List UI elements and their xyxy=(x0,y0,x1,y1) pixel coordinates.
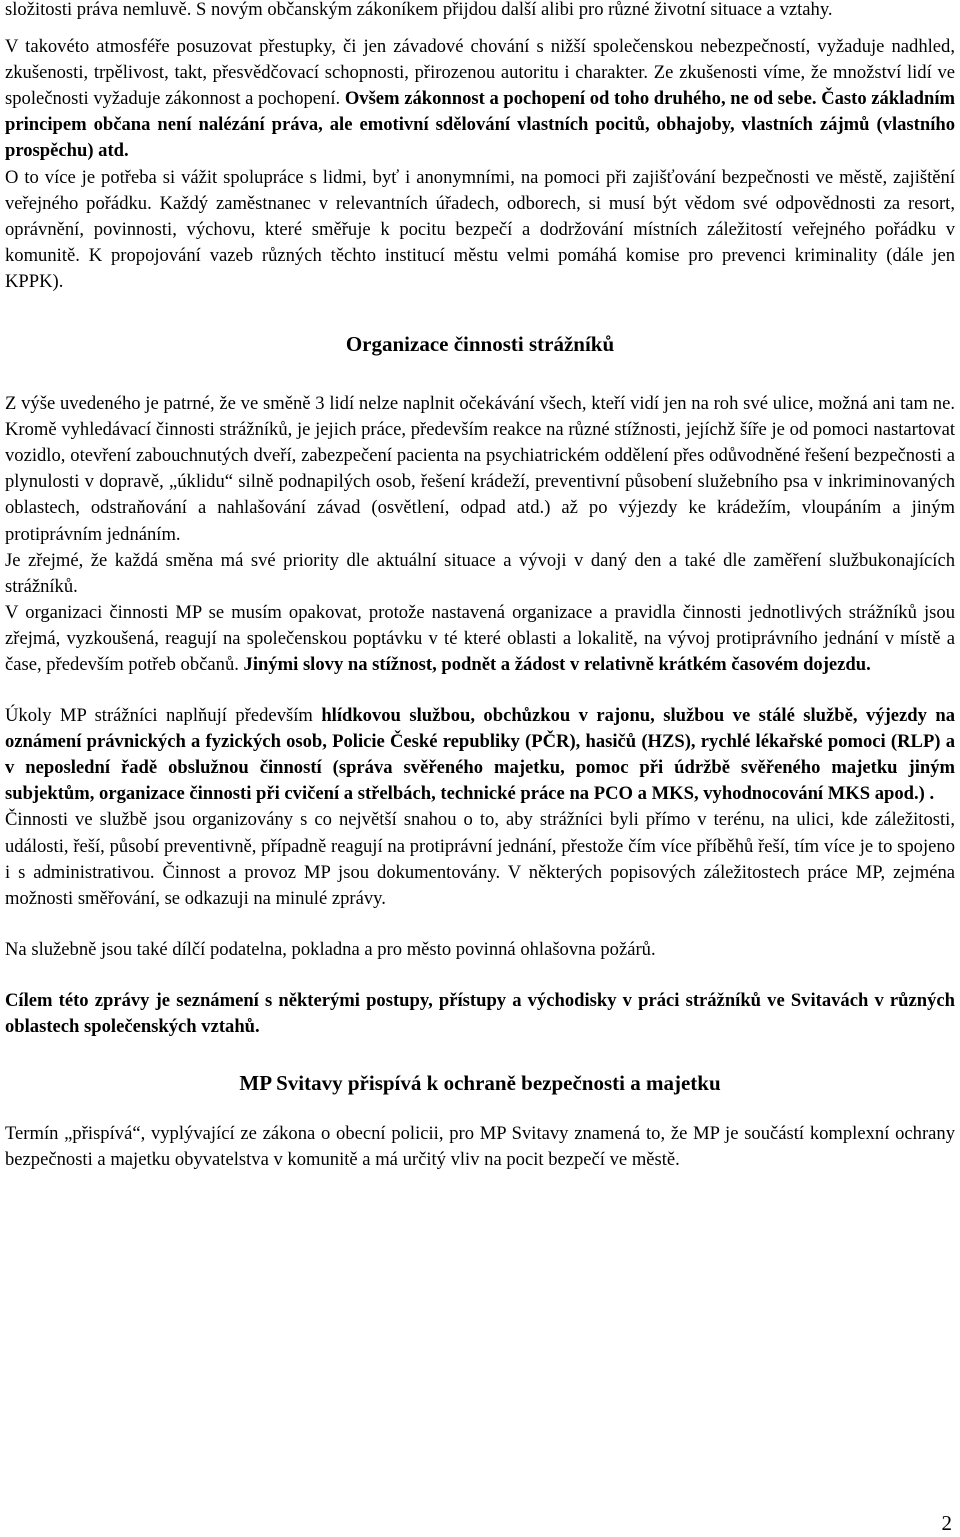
paragraph-text: Činnosti ve službě jsou organizovány s co největší snahou o to, aby strážníci byli přímo v terénu, na ulici, kde záležitosti, události, řeší, působí preventivně, případně reagují na protiprávní jednání, přestože čím více příběhů řeší, tím více je to spojeno i s administrativou. Činnost a provoz MP jsou dokumentovány. V některých popisových záležitostech práce MP, zejména možnosti směřování, se odkazuji na minulé zprávy. xyxy=(5,809,955,909)
paragraph-text: Termín „přispívá“, vyplývající ze zákona o obecní policii, pro MP Svitavy znamená to, že MP je součástí komplexní ochrany bezpečnosti a majetku obyvatelstva v komunitě a má určitý vliv na pocit bezpečí ve městě. xyxy=(5,1123,955,1171)
paragraph-atmosphere xyxy=(5,34,955,164)
paragraph-organization-overview xyxy=(5,391,955,548)
paragraph-report-goal xyxy=(5,988,955,1040)
paragraph-text: O to více je potřeba si vážit spolupráce s lidmi, byť i anonymními, na pomoci při zajišťování bezpečnosti ve městě, zajištění veřejného pořádku. Každý zaměstnanec v relevantních úřadech, odborech, si musí být vědom své odpovědnosti za resort, oprávnění, povinnosti, výchovu, které směřuje k pocitu bezpečí a dodržování místních záležitostí veřejného pořádku v komunitě. K propojování vazeb různých těchto institucí městu velmi pomáhá komise pro prevenci kriminality (dále jen KPPK). xyxy=(5,166,955,292)
paragraph-text: složitosti práva nemluvě. S novým občanským zákoníkem přijdou další alibi pro různé životní situace a vztahy. xyxy=(5,0,833,20)
paragraph-office xyxy=(5,937,955,963)
heading-organizace: Organizace činnosti strážníků xyxy=(345,332,615,357)
paragraph-term xyxy=(5,1121,955,1173)
paragraph-text: Je zřejmé, že každá směna má své priority dle aktuální situace a vývoji v daný den a také dle zaměření službukonajících strážníků. xyxy=(5,549,955,597)
heading-mp-svitavy: MP Svitavy přispívá k ochraně bezpečnosti a majetku xyxy=(239,1071,721,1096)
paragraph-text: Úkoly MP strážníci naplňují především xyxy=(5,705,322,727)
paragraph-text: Z výše uvedeného je patrné, že ve směně 3 lidí nelze naplnit očekávání všech, kteří vidí jen na roh své ulice, možná ani tam ne. Kromě vyhledávací činnosti strážníků, je jejich práce, především reakce na různé stížnosti, jejíchž šíře je od pomoci nastartovat vozidlo, otevření zabouchnutých dveří, zabezpečení pacienta na psychiatrickém oddělení přes odůvodněné řešení bezpečnosti a plynulosti v dopravě, „úklidu“ silně podnapilých osob, řešení krádeží, preventivní působení služebního psa v inkriminovaných oblastech, odstraňování a nahlašování závad (osvětlení, odpad atd.) až po výjezdy ke krádežím, vloupáním a jiným protiprávním jednáním. xyxy=(5,393,955,545)
paragraph-text: Na služebně jsou také dílčí podatelna, pokladna a pro město povinná ohlašovna požárů. xyxy=(5,938,656,960)
paragraph-bold-text: Ovšem zákonnost a pochopení od toho druhého, ne od sebe. Často základním principem občana není nalézání práva, ale emotivní sdělování vlastních pocitů, obhajoby, vlastních zájmů (vlastního prospěchu) atd. xyxy=(5,88,955,162)
paragraph-priorities xyxy=(5,548,955,600)
paragraph-bold-text: Cílem této zprávy je seznámení s některými postupy, přístupy a východisky v práci strážníků ve Svitavách v různých oblastech společenských vztahů. xyxy=(5,989,955,1037)
page-number: 2 xyxy=(941,1511,952,1535)
paragraph-bold-text: hlídkovou službou, obchůzkou v rajonu, službou ve stálé službě, výjezdy na oznámení právnických a fyzických osob, Policie České republiky (PČR), hasičů (HZS), rychlé lékařské pomoci (RLP) a v neposlední řadě obslužnou činností (správa svěřeného majetku, pomoc při údržbě svěřeného majetku jiným subjektům, organizace činnosti při cvičení a střelbách, technické práce na PCO a MKS, vyhodnocování MKS apod.) . xyxy=(5,705,955,805)
paragraph-cooperation xyxy=(5,165,955,295)
paragraph-activities xyxy=(5,807,955,911)
paragraph-text: V takovéto atmosféře posuzovat přestupky, či jen závadové chování s nižší společenskou nebezpečností, vyžaduje nadhled, zkušenosti, trpělivost, takt, přesvědčovací schopnosti, přirozenou autoritu i charakter. Ze zkušenosti víme, že množství lidí ve společnosti vyžaduje zákonnost a pochopení. xyxy=(5,36,955,110)
paragraph-intro-continuation xyxy=(5,0,955,23)
paragraph-text: V organizaci činnosti MP se musím opakovat, protože nastavená organizace a pravidla činnosti jednotlivých strážníků jsou zřejmá, vyzkoušená, reagují na společenskou poptávku v té které oblasti a lokalitě, na vývoj protiprávního jednání v místě a čase, především potřeb občanů. xyxy=(5,601,955,675)
paragraph-bold-text: Jinými slovy na stížnost, podnět a žádost v relativně krátkém časovém dojezdu. xyxy=(243,653,871,675)
document-page xyxy=(5,0,955,1173)
paragraph-organization-rules xyxy=(5,600,955,678)
paragraph-tasks xyxy=(5,703,955,807)
